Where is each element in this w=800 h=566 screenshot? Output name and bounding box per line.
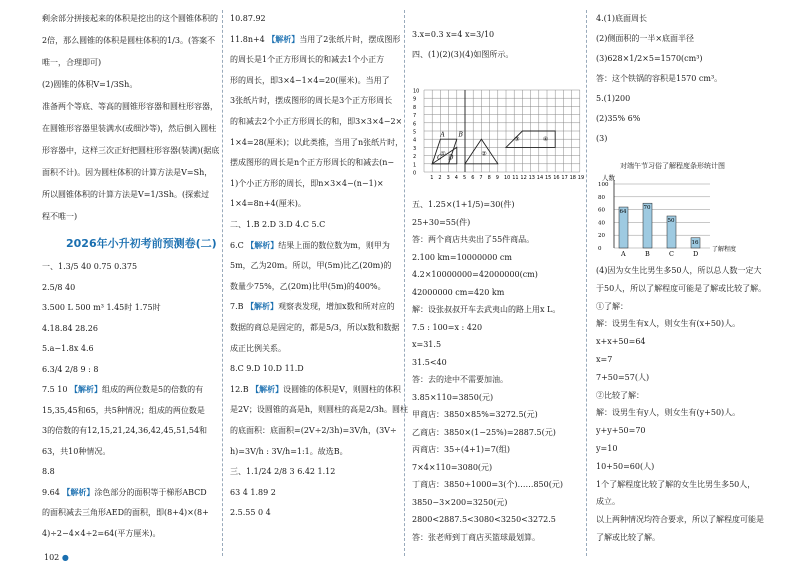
text-line: 丁商店：3850÷1000=3(个)……850(元) — [412, 480, 563, 489]
shape-marker: ① — [440, 150, 446, 158]
text-line: x+x+50=64 — [596, 337, 646, 347]
point-label: B — [458, 131, 463, 139]
text-line: 的底面积：底面积=(2V÷2/3h)=3V/h，(3V÷ — [230, 426, 397, 435]
y-axis-label: 人数 — [602, 174, 615, 182]
text-line: (3)628×1/2×5=1570(cm³) — [596, 54, 703, 63]
x-tick-label: 11 — [512, 175, 519, 181]
y-tick-label: 20 — [598, 233, 605, 240]
text-line: 7.B 【解析】观察表发现，增加x数和所对应的 — [230, 301, 395, 312]
x-tick-label: 12 — [520, 175, 527, 181]
analysis-tag: 【解析】 — [251, 383, 284, 394]
y-tick-label: 0 — [413, 170, 417, 177]
text-line: 答：去的途中不需要加油。 — [412, 375, 508, 384]
analysis-tag: 【解析】 — [70, 384, 102, 394]
text-line: 五、1.25×(1+1/5)=30(件) — [412, 200, 515, 209]
text-line: 7.5 10 【解析】组成的两位数是5的倍数的有 — [42, 384, 204, 394]
text-line: 在圆锥形容器里装满水(或细沙等)，然后倒入圆柱 — [42, 124, 217, 133]
text-line: 面积不计)。因为圆柱体积的计算方法是V=Sh， — [42, 168, 213, 177]
x-tick-label: 4 — [454, 175, 458, 181]
text-line: 4)÷2−4×4÷2=64(平方厘米)。 — [42, 528, 161, 538]
y-tick-label: 5 — [413, 129, 417, 136]
text-line: 42000000 cm=420 km — [412, 287, 505, 297]
category-label: A — [621, 250, 626, 258]
x-tick-label: 1 — [430, 175, 434, 181]
text-line: 数据的商总是固定的，都是5/3，所以x数和数据 — [230, 323, 400, 332]
text-line: y+y+50=70 — [596, 426, 646, 436]
text-line: 12.B 【解析】设圆锥的体积是V，则圆柱的体积 — [230, 383, 401, 394]
text-line: 1个了解程度比较了解的女生比男生多50人， — [596, 479, 756, 489]
text-line: 答：这个铁锅的容积是1570 cm³。 — [596, 74, 723, 83]
text-line: 63，共10种情况。 — [42, 446, 111, 456]
text-line: 三、1.1/24 2/8 3 6.42 1.12 — [230, 467, 336, 477]
text-line: 形容器中，这样三次正好把圆柱形容器(装满)(据底 — [42, 146, 220, 155]
text-line: 的面积减去三角形AED的面积，即(8+4)×(8+ — [42, 508, 209, 517]
text-line: 乙商店：3850×(1−25%)=2887.5(元) — [412, 427, 556, 437]
text-line: 31.5<40 — [412, 357, 447, 367]
x-tick-label: 10 — [504, 175, 511, 181]
text-line: 丙商店：35÷(4+1)=7(组) — [412, 445, 511, 454]
x-tick-label: 16 — [553, 175, 560, 181]
y-tick-label: 1 — [413, 162, 417, 169]
text-line: 4.(1)底面周长 — [596, 14, 647, 23]
text-line: 5.a−1.8x 4.6 — [42, 344, 94, 353]
y-tick-label: 7 — [413, 113, 417, 120]
text-line: 7+50=57(人) — [596, 372, 650, 382]
text-line: 解：设男生有x人，则女生有(x+50)人。 — [596, 319, 741, 329]
text-line: 剩余部分拼接起来的体积是挖出的这个圆锥体积的 — [42, 14, 218, 23]
x-tick-label: 14 — [536, 175, 544, 181]
text-line: 一、1.3/5 40 0.75 0.375 — [42, 262, 138, 271]
text-line: 了解或比较了解。 — [596, 533, 660, 542]
text-line: 2.100 km=10000000 cm — [412, 252, 512, 262]
text-line: 对端午节习俗了解程度条形统计图 — [620, 162, 725, 170]
y-tick-label: 10 — [413, 88, 420, 95]
y-tick-label: 80 — [598, 194, 605, 201]
point-label: A — [440, 131, 445, 139]
column-divider — [404, 10, 405, 556]
text-line: 1×4=8n+4(厘米)。 — [230, 199, 306, 209]
text-line: ①了解： — [596, 301, 628, 311]
shape-marker: ④ — [542, 135, 549, 143]
text-line: 10+50=60(人) — [596, 461, 655, 471]
text-line: 5m，乙为20m。所以，甲(5m)比乙(20m)的 — [230, 261, 392, 271]
y-tick-label: 0 — [598, 246, 602, 252]
text-line: 6.3/4 2/8 9 : 8 — [42, 364, 99, 374]
bar-value-label: 50 — [667, 218, 675, 224]
text-line: 6.C 【解析】结果上面的数位数为m，则甲为 — [230, 239, 390, 250]
page-number — [44, 553, 69, 562]
text-line: 3张纸片时，摆成图形的周长是3个正方形周长 — [230, 96, 393, 106]
coordinate-grid — [412, 88, 585, 200]
text-line: 唯一，合理即可) — [42, 58, 102, 67]
text-line: 9.64 【解析】涂色部分的面积等于梯形ABCD — [42, 486, 207, 497]
text-line: 所以圆锥体积的计算方法是V=1/3Sh。(探索过 — [42, 190, 210, 199]
page-number-text: 102 — [44, 552, 60, 562]
text-line: 成立。 — [596, 497, 620, 507]
text-line: 4.2×10000000=42000000(cm) — [412, 270, 538, 279]
text-line: 解：设男生有y人，则女生有(y+50)人。 — [596, 408, 741, 418]
text-line: 于50人，所以了解程度可能是了解或比较了解。 — [596, 283, 767, 293]
column-divider — [586, 10, 587, 556]
x-tick-label: 19 — [577, 175, 585, 181]
category-label: B — [645, 250, 650, 258]
shape-marker: ③ — [514, 135, 520, 143]
x-tick-label: 2 — [438, 175, 442, 181]
x-tick-label: 15 — [545, 175, 552, 181]
y-tick-label: 8 — [413, 104, 417, 111]
y-tick-label: 6 — [413, 121, 417, 128]
y-tick-label: 4 — [413, 137, 417, 144]
text-line: ②比较了解： — [596, 390, 644, 400]
text-line: 4.18.84 28.26 — [42, 323, 98, 333]
y-tick-label: 3 — [413, 145, 417, 152]
text-line: (2)35% 6% — [596, 114, 641, 123]
analysis-tag: 【解析】 — [246, 239, 279, 250]
bar-value-label: 16 — [691, 239, 699, 246]
x-tick-label: 3 — [446, 175, 450, 181]
text-line: 的和减去2个小正方形周长的和，即3×3×4−2× — [230, 117, 403, 126]
text-line: 2倍，那么圆锥的体积是圆柱体积的1/3。(答案不 — [42, 36, 216, 45]
text-line: 形的周长，即3×4−1×4=20(厘米)。当用了 — [230, 75, 390, 85]
text-line: 3.500 L 500 m³ 1.45时 1.75时 — [42, 303, 161, 312]
x-tick-label: 9 — [495, 175, 499, 181]
text-line: 2800<2887.5<3080<3250<3272.5 — [412, 515, 556, 524]
analysis-tag: 【解析】 — [62, 486, 95, 497]
text-line: 7×4×110=3080(元) — [412, 462, 493, 472]
text-line: 63 4 1.89 2 — [230, 487, 276, 497]
text-line: (3) — [596, 134, 608, 143]
text-line: 成正比例关系。 — [230, 343, 286, 353]
category-label: C — [669, 250, 674, 258]
text-line: x=31.5 — [412, 340, 442, 349]
y-tick-label: 100 — [598, 182, 609, 188]
point-label: C — [437, 154, 442, 162]
text-line: 以上两种情况均符合要求，所以了解程度可能是 — [596, 515, 764, 525]
bar-value-label: 64 — [619, 209, 627, 216]
point-label: D — [448, 154, 454, 162]
text-line: 四、(1)(2)(3)(4)如图所示。 — [412, 50, 514, 59]
y-tick-label: 2 — [413, 154, 417, 161]
text-line: 二、1.B 2.D 3.D 4.C 5.C — [230, 220, 326, 229]
text-line: 1)个小正方形的周长，即n×3×4−(n−1)× — [230, 178, 384, 188]
text-line: 2.5/8 40 — [42, 282, 76, 292]
text-line: 2.5.55 0 4 — [230, 508, 271, 518]
text-line: (2)圆锥的体积V=1/3Sh。 — [42, 80, 138, 89]
text-line: 甲商店：3850×85%=3272.5(元) — [412, 410, 538, 419]
text-line: 数量少75%，乙(20m)比甲(5m)的400%。 — [230, 281, 386, 291]
text-line: 11.8n+4 【解析】当用了2张纸片时，摆成图形 — [230, 33, 401, 44]
text-line: 解：设张叔叔开车去武夷山的路上用x L。 — [412, 305, 561, 314]
text-line: (4)因为女生比男生多50人，所以总人数一定大 — [596, 266, 762, 275]
text-line: 5.(1)200 — [596, 94, 631, 103]
x-axis-label: 了解程度 — [712, 246, 737, 253]
x-tick-label: 8 — [487, 175, 491, 181]
text-line: 准备两个等底、等高的圆锥形容器和圆柱形容器， — [42, 102, 218, 111]
text-line: h)=3V/h : 3V/h=1:1。故选B。 — [230, 446, 348, 456]
y-tick-label: 60 — [598, 207, 605, 214]
text-line: 3的倍数的有12,15,21,24,36,42,45,51,54和 — [42, 426, 208, 435]
text-line: x=7 — [596, 355, 613, 364]
column-divider — [222, 10, 223, 556]
x-tick-label: 13 — [528, 175, 535, 181]
x-tick-label: 18 — [569, 175, 576, 181]
text-line: (2)侧面积的一半×底面半径 — [596, 34, 695, 43]
text-line: 答：张老师到丁商店买篮球最划算。 — [412, 532, 540, 542]
text-line: 8.C 9.D 10.D 11.D — [230, 364, 304, 374]
text-line: 3850−3×200=3250(元) — [412, 497, 508, 507]
analysis-tag: 【解析】 — [267, 33, 300, 44]
section-title: 2026年小升初考前预测卷(二) — [66, 237, 217, 250]
text-line: 7.5 : 100=x : 420 — [412, 322, 483, 332]
text-line: 10.87.92 — [230, 14, 266, 23]
text-line: 摆成图形的周长是n个正方形周长的和减去(n− — [230, 158, 395, 168]
x-tick-label: 6 — [471, 175, 475, 181]
text-line: 25+30=55(件) — [412, 217, 471, 227]
text-line: 3.x=0.3 x=4 x=3/10 — [412, 30, 495, 39]
shape-marker: ② — [481, 150, 487, 158]
category-label: D — [693, 250, 699, 258]
analysis-tag: 【解析】 — [246, 301, 279, 312]
text-line: 程不唯一) — [42, 212, 78, 221]
text-line: 8.8 — [42, 467, 55, 476]
text-line: y=10 — [596, 444, 618, 453]
text-line: 的周长是1个正方形周长的和减去1个小正方 — [230, 55, 385, 65]
x-tick-label: 5 — [463, 175, 467, 181]
text-line: 3.85×110=3850(元) — [412, 392, 494, 402]
bar-value-label: 70 — [643, 205, 651, 212]
y-tick-label: 40 — [598, 220, 605, 227]
text-line: 是2V；设圆锥的高是h，则圆柱的高是2/3h。圆柱 — [230, 405, 409, 415]
page-number-dot-icon: ● — [61, 552, 69, 562]
x-tick-label: 17 — [561, 175, 568, 181]
text-line: 答：两个商店共卖出了55件商品。 — [412, 235, 535, 244]
y-tick-label: 9 — [413, 96, 417, 103]
x-tick-label: 7 — [479, 175, 483, 181]
text-line: 15,35,45和65，共5种情况；组成的两位数是 — [42, 405, 205, 415]
bar-chart — [596, 172, 746, 262]
text-line: 1×4=28(厘米)；以此类推，当用了n张纸片时， — [230, 137, 404, 147]
